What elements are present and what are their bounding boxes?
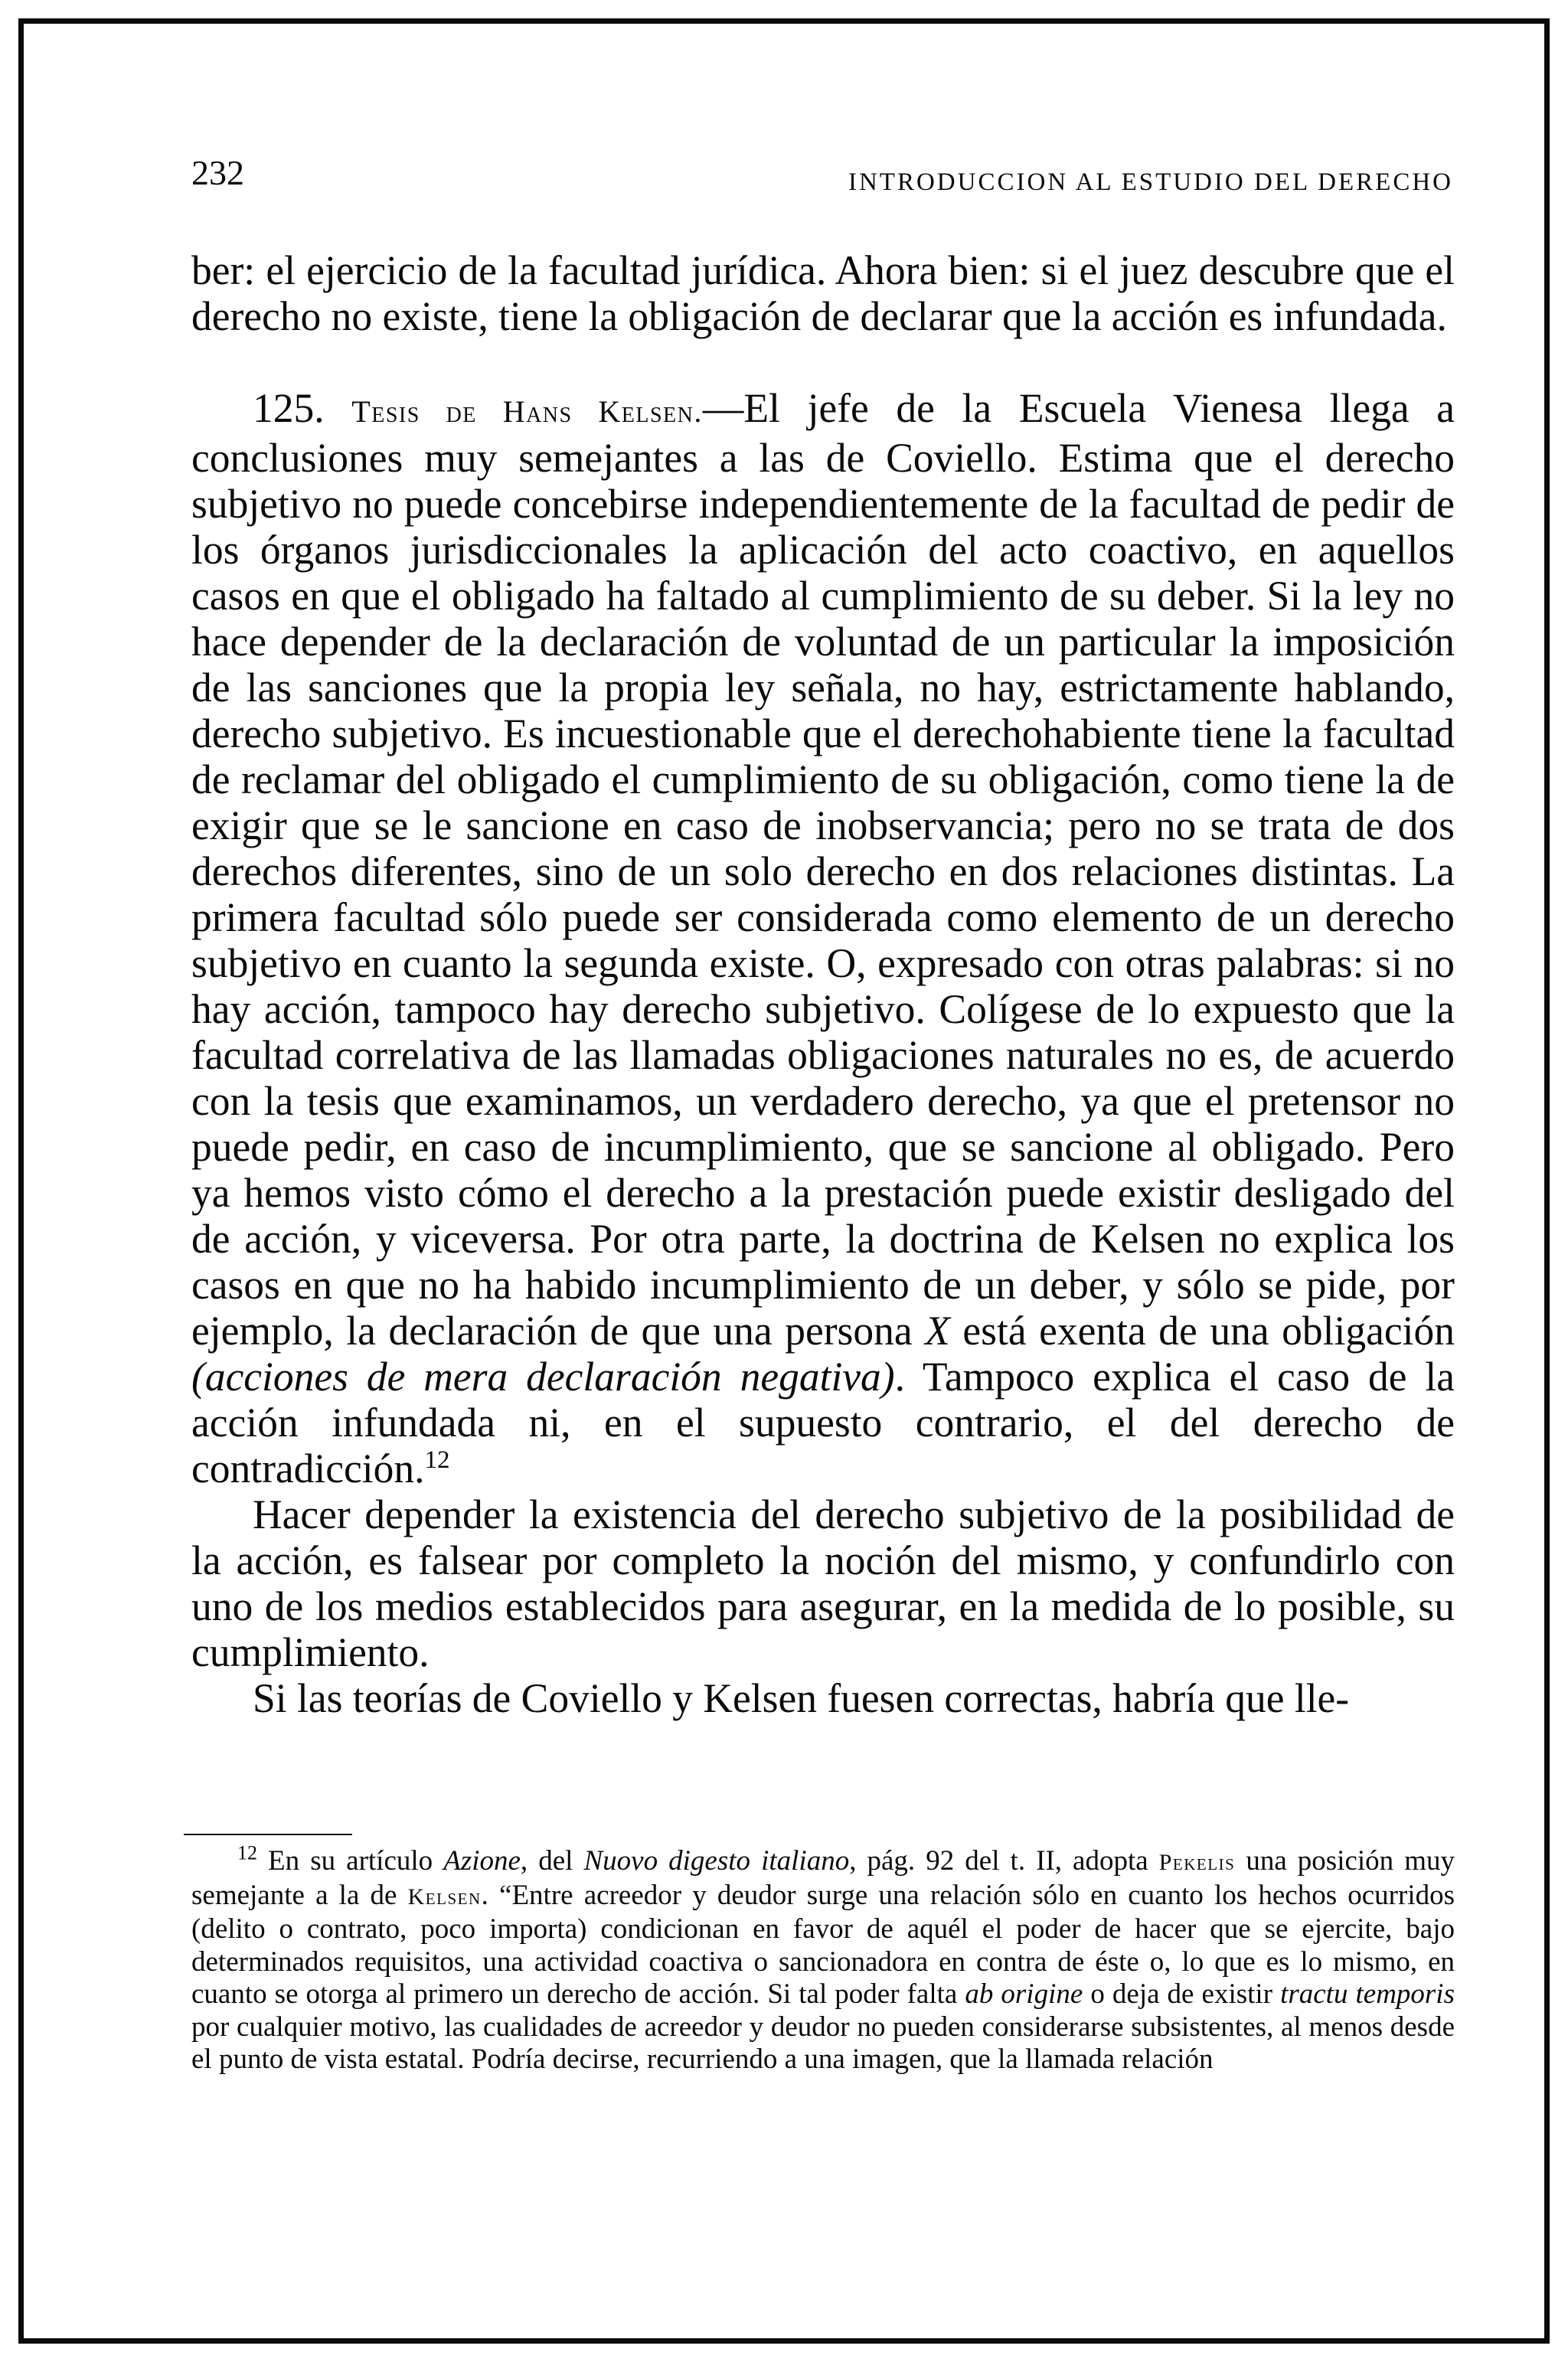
- footnote-12: [191, 1841, 1455, 2076]
- paragraph-continuation: ber: el ejercicio de la facultad jurídica. Ahora bien: si el juez descubre que el derecho no existe, tiene la obligación de declarar que la acción es infundada.: [191, 247, 1455, 339]
- footnote-text: En su artículo: [257, 1845, 444, 1877]
- footnote-mark: 12: [237, 1841, 257, 1864]
- section-text-c: . Tampoco explica el caso de la acción infundada ni, en el supuesto contrario, el del derecho de contradicción.: [191, 1354, 1455, 1491]
- section-heading: Tesis de Hans Kelsen.: [351, 394, 703, 429]
- page-header: [191, 150, 1453, 204]
- footnote-rule: [184, 1834, 352, 1835]
- body-text: [191, 247, 1455, 1721]
- footnote-text: , pág. 92 del t. II, adopta: [849, 1845, 1159, 1877]
- footnote-author: Pekelis: [1158, 1850, 1236, 1875]
- italic-phrase: (acciones de mera declaración negativa): [191, 1354, 895, 1400]
- section-text-a: —El jefe de la Escuela Vienesa llega a conclusiones muy semejantes a las de Coviello. Estima que el derecho subjetivo no puede concebirse independientemente de la facultad de pedir de los órganos jurisdiccionales la aplicación del acto coactivo, en aquellos casos en que el obligado ha faltado al cumplimiento de su deber. Si la ley no hace depender de la declaración de voluntad de un particular la imposición de las sanciones que la propia ley señala, no hay, estrictamente hablando, derecho subjetivo. Es incuestionable que el derechohabiente tiene la facultad de reclamar del obligado el cumplimiento de su obligación, como tiene la de exigir que se le sancione en caso de inobservancia; pero no se trata de dos derechos diferentes, sino de un solo derecho en dos relaciones distintas. La primera facultad sólo puede ser considerada como elemento de un derecho subjetivo en cuanto la segunda existe. O, expresado con otras palabras: si no hay acción, tampoco hay derecho subjetivo. Colígese de lo expuesto que la facultad correlativa de las llamadas obligaciones naturales no es, de acuerdo con la tesis que examinamos, un verdadero derecho, ya que el pretensor no puede pedir, en caso de incumplimiento, que se sancione al obligado. Pero ya hemos visto cómo el derecho a la prestación puede existir desligado del de acción, y viceversa. Por otra parte, la doctrina de Kelsen no explica los casos en que no ha habido incumplimiento de un deber, y sólo se pide, por ejemplo, la declaración de que una persona: [191, 385, 1455, 1354]
- footnote-italic: ab origine: [965, 1978, 1083, 2010]
- footnotes: [191, 1841, 1455, 2076]
- footnote-text: . “Entre acreedor y deudor surge una relación sólo en cuanto los hechos ocurridos (delito o contrato, poco importa) condicionan en favor de aquél el poder de hacer que se ejercite, bajo determinados requisitos, una actividad coactiva o sancionadora en contra de éste o, lo que es lo mismo, en cuanto se otorga al primero un derecho de acción. Si tal poder falta: [191, 1879, 1455, 2010]
- footnote-text: o deja de existir: [1083, 1978, 1281, 2010]
- section-text-b: está exenta de una obligación: [949, 1308, 1455, 1354]
- footnote-author: Kelsen: [407, 1883, 482, 1910]
- section-number: 125.: [253, 385, 325, 431]
- running-head: INTRODUCCION AL ESTUDIO DEL DERECHO: [848, 168, 1453, 196]
- footnote-reference: 12: [424, 1446, 450, 1475]
- footnote-text: , del: [520, 1845, 584, 1877]
- paragraph-si-las-teorias: Si las teorías de Coviello y Kelsen fuesen correctas, habría que lle-: [253, 1675, 1350, 1721]
- footnote-text: una posición muy semejante a la de: [191, 1845, 1455, 1911]
- footnote-italic: tractu temporis: [1280, 1978, 1455, 2010]
- page-number: 232: [191, 153, 244, 192]
- paragraph-hacer-depender: Hacer depender la existencia del derecho subjetivo de la posibilidad de la acción, es falsear por completo la noción del mismo, y confundirlo con uno de los medios establecidos para asegurar, en la medida de lo posible, su cumplimiento.: [191, 1491, 1455, 1675]
- footnote-italic: Nuovo digesto italiano: [583, 1845, 850, 1877]
- italic-x: X: [925, 1308, 950, 1354]
- footnote-italic: Azione: [443, 1845, 521, 1877]
- footnote-text: por cualquier motivo, las cualidades de acreedor y deudor no pueden considerarse subsistentes, al menos desde el punto de vista estatal. Podría decirse, recurriendo a una imagen, que la llamada relación: [191, 2011, 1455, 2075]
- paragraph-section-125: [191, 385, 1455, 1491]
